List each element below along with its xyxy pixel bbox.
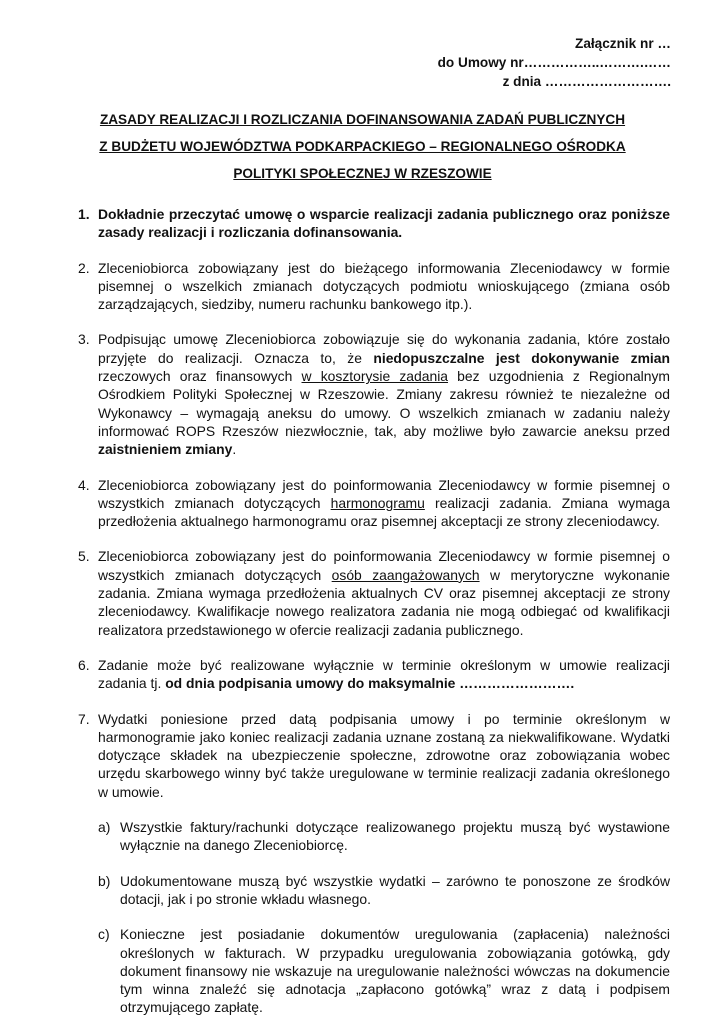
- rule-underline: osób zaangażowanych: [331, 566, 480, 583]
- rule-number: 1.: [78, 206, 90, 222]
- contract-date: z dnia ……………………….: [502, 74, 671, 89]
- rule-number: 6.: [78, 656, 90, 673]
- rule-3: [78, 330, 670, 458]
- rule-5: [78, 547, 670, 638]
- rule-text: Podpisując umowę Zleceniobiorca zobowiązuje się do wykonania zadania, które zostało przyjęte do realizacji. Oznacza to, że: [98, 331, 670, 366]
- rule-number: 4.: [78, 476, 90, 493]
- rule-text: Zleceniobiorca zobowiązany jest do poinformowania Zleceniodawcy w formie pisemnej o wszystkich zmianach dotyczących: [98, 476, 670, 511]
- rule-text: w merytoryczne wykonanie zadania. Zmiana wymaga przedłożenia aktualnych CV oraz pisemnej akceptacji ze strony zleceniodawcy. Kwalifikacje nowego realizatora zadania nie mogą odbiegać od kwalifikacji realizatora przedstawionego w ofercie realizacji zadania publicznego.: [98, 566, 671, 638]
- contract-number: do Umowy nr……………..……….……: [437, 55, 671, 70]
- rule-underline: w kosztorysie zadania: [301, 368, 449, 385]
- rule-7-sub-b: [78, 872, 670, 909]
- rule-number: 3.: [78, 331, 90, 348]
- rule-6: [78, 656, 670, 693]
- title-line-1: ZASADY REALIZACJI I ROZLICZANIA DOFINANSOWANIA ZADAŃ PUBLICZNYCH: [99, 112, 626, 127]
- rule-text: Wydatki poniesione przed datą podpisania umowy i po terminie określonym w harmonogramie jako koniec realizacji zadania uznane zostaną za niekwalifikowane. Wydatki dotyczące składek na ubezpieczenie społeczne, zdrowotne oraz zobowiązania wobec urzędu skarbowego winny być także uregulowane w terminie realizacji zadania określonego w umowie.: [98, 710, 670, 800]
- document-title: [60, 106, 665, 187]
- rule-emphasis: zaistnieniem zmiany: [98, 441, 233, 458]
- rule-text: rzeczowych oraz finansowych: [98, 368, 302, 385]
- rule-7-sub-c: [78, 925, 670, 1016]
- rule-text: Dokładnie przeczytać umowę o wsparcie realizacji zadania publicznego oraz poniższe zasady realizacji i rozliczania dofinansowania.: [98, 206, 670, 241]
- sub-rule-text: Udokumentowane muszą być wszystkie wydatki – zarówno te ponoszone ze środków dotacji, jak i po stronie wkładu własnego.: [120, 872, 670, 907]
- title-line-3: POLITYKI SPOŁECZNEJ W RZESZOWIE: [233, 166, 492, 181]
- sub-rule-letter: b): [98, 872, 111, 889]
- rule-text: bez uzgodnienia z Regionalnym Ośrodkiem Polityki Społecznej w Rzeszowie. Zmiany zakresu również te niezależne od Wykonawcy – wymagają aneksu do umowy. O wszelkich zmianach w zadaniu należy informować ROPS Rzeszów niezwłocznie, tak, aby możliwe było zawarcie aneksu przed: [98, 368, 670, 439]
- rule-emphasis: od dnia podpisania umowy do maksymalnie …………………….: [165, 675, 575, 692]
- rule-text: Zleceniobiorca zobowiązany jest do poinformowania Zleceniodawcy w formie pisemnej o wszystkich zmianach dotyczących: [98, 548, 670, 583]
- rules-list: [78, 205, 670, 1034]
- rule-emphasis: niedopuszczalne jest dokonywanie zmian: [373, 349, 670, 366]
- annex-number: Załącznik nr …: [575, 36, 671, 51]
- rule-7-sub-a: [78, 818, 670, 855]
- rule-underline: harmonogramu: [330, 494, 425, 511]
- sub-rule-text: Wszystkie faktury/rachunki dotyczące realizowanego projektu muszą być wystawione wyłącznie na danego Zleceniobiorcę.: [120, 819, 670, 854]
- rule-1: [78, 205, 670, 242]
- rule-text: realizacji zadania. Zmiana wymaga przedłożenia aktualnego harmonogramu oraz pisemnej akceptacji ze strony zleceniodawcy.: [98, 494, 670, 530]
- rule-7: [78, 710, 670, 801]
- rule-number: 7.: [78, 710, 90, 727]
- rule-2: [78, 259, 670, 314]
- rule-number: 5.: [78, 548, 90, 565]
- sub-rule-text: Konieczne jest posiadanie dokumentów uregulowania (zapłacenia) należności określonych w fakturach. W przypadku uregulowania zobowiązania gotówką, gdy dokument finansowy nie wskazuje na uregulowanie należności wówczas na dokumencie tym winna znaleźć się adnotacja „zapłacono gotówką” wraz z datą i podpisem otrzymującego zapłatę.: [120, 926, 670, 1016]
- annex-header: [438, 34, 671, 91]
- sub-rule-letter: c): [98, 926, 110, 943]
- rule-text: Zadanie może być realizowane wyłącznie w terminie określonym w umowie realizacji zadania tj.: [98, 656, 670, 692]
- sub-rule-letter: a): [98, 819, 111, 836]
- rule-number: 2.: [78, 259, 90, 276]
- rule-4: [78, 476, 670, 531]
- rule-text: Zleceniobiorca zobowiązany jest do bieżącego informowania Zleceniodawcy w formie pisemnej o wszelkich zmianach dotyczących podmiotu wnioskującego (zmiana osób zarządzających, siedziby, numeru rachunku bankowego itp.).: [98, 259, 670, 313]
- title-line-2: Z BUDŻETU WOJEWÓDZTWA PODKARPACKIEGO – REGIONALNEGO OŚRODKA: [99, 139, 626, 154]
- rule-text: .: [232, 441, 237, 458]
